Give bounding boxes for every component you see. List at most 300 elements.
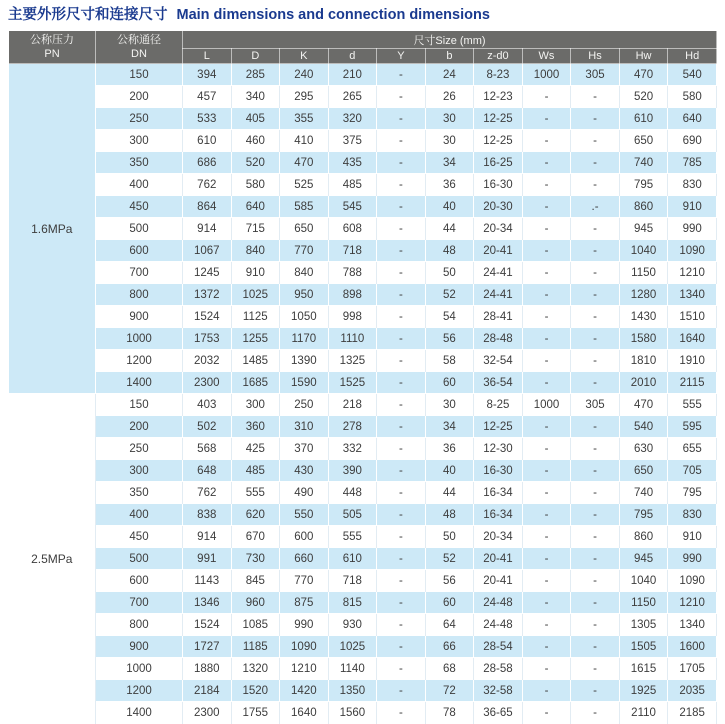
table-row-2.5MPa-dn150 [9, 394, 717, 416]
value-cell-z-d0: 20-30 [474, 196, 523, 218]
value-cell-K: 550 [280, 504, 329, 526]
header-size-group: 尺寸Size (mm) [183, 31, 717, 49]
value-cell-Ws: - [522, 240, 571, 262]
value-cell-Y: - [377, 460, 426, 482]
value-cell-b: 34 [425, 416, 474, 438]
value-cell-L: 1727 [183, 636, 232, 658]
value-cell-K: 490 [280, 482, 329, 504]
value-cell-D: 1025 [231, 284, 280, 306]
value-cell-b: 60 [425, 372, 474, 394]
value-cell-L: 686 [183, 152, 232, 174]
value-cell-Y: - [377, 614, 426, 636]
header-col-D: D [231, 49, 280, 64]
value-cell-Ws: - [522, 526, 571, 548]
value-cell-Ws: - [522, 548, 571, 570]
value-cell-D: 1520 [231, 680, 280, 702]
value-cell-L: 864 [183, 196, 232, 218]
value-cell-b: 48 [425, 240, 474, 262]
value-cell-Hs: - [571, 306, 620, 328]
value-cell-D: 1255 [231, 328, 280, 350]
value-cell-d: 555 [328, 526, 377, 548]
value-cell-Hd: 795 [668, 482, 717, 504]
value-cell-K: 240 [280, 64, 329, 86]
value-cell-d: 320 [328, 108, 377, 130]
value-cell-Hd: 540 [668, 64, 717, 86]
value-cell-b: 56 [425, 328, 474, 350]
value-cell-Hs: - [571, 636, 620, 658]
value-cell-K: 1170 [280, 328, 329, 350]
value-cell-b: 30 [425, 108, 474, 130]
value-cell-L: 2300 [183, 702, 232, 724]
value-cell-d: 1110 [328, 328, 377, 350]
dn-cell: 200 [96, 86, 183, 108]
value-cell-Hd: 580 [668, 86, 717, 108]
dn-cell: 350 [96, 152, 183, 174]
value-cell-Ws: - [522, 680, 571, 702]
value-cell-L: 2032 [183, 350, 232, 372]
value-cell-Hd: 830 [668, 504, 717, 526]
value-cell-L: 1524 [183, 614, 232, 636]
dn-cell: 700 [96, 262, 183, 284]
value-cell-z-d0: 12-30 [474, 438, 523, 460]
value-cell-D: 910 [231, 262, 280, 284]
value-cell-K: 770 [280, 570, 329, 592]
value-cell-Hw: 2010 [619, 372, 668, 394]
value-cell-z-d0: 36-65 [474, 702, 523, 724]
value-cell-d: 1350 [328, 680, 377, 702]
value-cell-D: 960 [231, 592, 280, 614]
header-col-Hw: Hw [619, 49, 668, 64]
value-cell-Ws: - [522, 108, 571, 130]
value-cell-Ws: - [522, 504, 571, 526]
header-pn-en: PN [44, 48, 60, 60]
value-cell-Hs: - [571, 614, 620, 636]
value-cell-K: 1640 [280, 702, 329, 724]
value-cell-Hs: - [571, 108, 620, 130]
value-cell-Hs: - [571, 174, 620, 196]
dn-cell: 200 [96, 416, 183, 438]
value-cell-L: 1143 [183, 570, 232, 592]
value-cell-Hs: - [571, 570, 620, 592]
dn-cell: 150 [96, 394, 183, 416]
value-cell-K: 585 [280, 196, 329, 218]
value-cell-Hd: 785 [668, 152, 717, 174]
value-cell-b: 56 [425, 570, 474, 592]
value-cell-D: 360 [231, 416, 280, 438]
value-cell-Hs: 305 [571, 394, 620, 416]
value-cell-b: 78 [425, 702, 474, 724]
value-cell-Hs: - [571, 218, 620, 240]
value-cell-L: 1346 [183, 592, 232, 614]
dn-cell: 500 [96, 548, 183, 570]
value-cell-z-d0: 20-41 [474, 240, 523, 262]
value-cell-Hw: 470 [619, 394, 668, 416]
value-cell-Y: - [377, 416, 426, 438]
value-cell-L: 1753 [183, 328, 232, 350]
dn-cell: 600 [96, 240, 183, 262]
value-cell-K: 990 [280, 614, 329, 636]
dn-cell: 900 [96, 306, 183, 328]
value-cell-Hw: 795 [619, 174, 668, 196]
value-cell-K: 600 [280, 526, 329, 548]
value-cell-d: 265 [328, 86, 377, 108]
value-cell-Y: - [377, 482, 426, 504]
value-cell-D: 620 [231, 504, 280, 526]
value-cell-Hd: 1340 [668, 284, 717, 306]
value-cell-Hd: 990 [668, 218, 717, 240]
value-cell-Hd: 1640 [668, 328, 717, 350]
value-cell-d: 278 [328, 416, 377, 438]
value-cell-Hw: 1040 [619, 570, 668, 592]
value-cell-b: 40 [425, 196, 474, 218]
value-cell-z-d0: 32-58 [474, 680, 523, 702]
value-cell-K: 840 [280, 262, 329, 284]
value-cell-L: 762 [183, 482, 232, 504]
value-cell-d: 718 [328, 570, 377, 592]
header-dn [96, 31, 183, 64]
value-cell-Hd: 690 [668, 130, 717, 152]
table-row-1.6MPa-dn600 [9, 240, 717, 262]
value-cell-z-d0: 16-34 [474, 482, 523, 504]
value-cell-Y: - [377, 658, 426, 680]
value-cell-Hw: 1505 [619, 636, 668, 658]
value-cell-Ws: - [522, 438, 571, 460]
value-cell-Ws: - [522, 350, 571, 372]
value-cell-Hd: 910 [668, 526, 717, 548]
page-title-zh: 主要外形尺寸和连接尺寸 [8, 7, 168, 23]
value-cell-Hs: - [571, 526, 620, 548]
value-cell-K: 1590 [280, 372, 329, 394]
value-cell-b: 54 [425, 306, 474, 328]
value-cell-Ws: - [522, 218, 571, 240]
value-cell-D: 845 [231, 570, 280, 592]
value-cell-K: 295 [280, 86, 329, 108]
value-cell-Hd: 1090 [668, 570, 717, 592]
table-row-1.6MPa-dn1000 [9, 328, 717, 350]
value-cell-b: 48 [425, 504, 474, 526]
value-cell-Y: - [377, 570, 426, 592]
value-cell-d: 1325 [328, 350, 377, 372]
page-title-en: Main dimensions and connection dimensions [176, 7, 490, 23]
value-cell-d: 485 [328, 174, 377, 196]
value-cell-Hw: 1150 [619, 262, 668, 284]
value-cell-b: 36 [425, 174, 474, 196]
value-cell-L: 533 [183, 108, 232, 130]
value-cell-d: 898 [328, 284, 377, 306]
value-cell-z-d0: 20-41 [474, 548, 523, 570]
value-cell-L: 1880 [183, 658, 232, 680]
table-row-2.5MPa-dn400 [9, 504, 717, 526]
value-cell-Y: - [377, 196, 426, 218]
header-row-top [9, 31, 717, 49]
value-cell-d: 1140 [328, 658, 377, 680]
value-cell-Y: - [377, 240, 426, 262]
value-cell-Hd: 1510 [668, 306, 717, 328]
value-cell-Hs: - [571, 482, 620, 504]
header-col-d: d [328, 49, 377, 64]
value-cell-D: 840 [231, 240, 280, 262]
value-cell-D: 285 [231, 64, 280, 86]
value-cell-Hs: - [571, 262, 620, 284]
dn-cell: 400 [96, 174, 183, 196]
value-cell-z-d0: 24-41 [474, 284, 523, 306]
value-cell-z-d0: 12-25 [474, 416, 523, 438]
dn-cell: 1400 [96, 372, 183, 394]
value-cell-b: 24 [425, 64, 474, 86]
value-cell-Hw: 1430 [619, 306, 668, 328]
value-cell-K: 525 [280, 174, 329, 196]
value-cell-Hw: 540 [619, 416, 668, 438]
value-cell-b: 44 [425, 218, 474, 240]
value-cell-K: 250 [280, 394, 329, 416]
value-cell-z-d0: 28-41 [474, 306, 523, 328]
table-header [9, 31, 717, 64]
value-cell-b: 64 [425, 614, 474, 636]
value-cell-Y: - [377, 592, 426, 614]
value-cell-Hs: - [571, 548, 620, 570]
value-cell-D: 640 [231, 196, 280, 218]
value-cell-b: 34 [425, 152, 474, 174]
value-cell-b: 72 [425, 680, 474, 702]
table-row-1.6MPa-dn150 [9, 64, 717, 86]
table-row-2.5MPa-dn1400 [9, 702, 717, 724]
value-cell-Hd: 910 [668, 196, 717, 218]
value-cell-L: 2184 [183, 680, 232, 702]
value-cell-Hs: - [571, 86, 620, 108]
value-cell-D: 1125 [231, 306, 280, 328]
value-cell-L: 2300 [183, 372, 232, 394]
value-cell-Y: - [377, 218, 426, 240]
value-cell-b: 52 [425, 548, 474, 570]
value-cell-z-d0: 28-48 [474, 328, 523, 350]
value-cell-D: 1485 [231, 350, 280, 372]
value-cell-Y: - [377, 636, 426, 658]
dn-cell: 250 [96, 438, 183, 460]
table-row-2.5MPa-dn600 [9, 570, 717, 592]
pn-group-cell: 2.5MPa [9, 394, 96, 724]
value-cell-d: 1525 [328, 372, 377, 394]
value-cell-D: 485 [231, 460, 280, 482]
value-cell-Ws: - [522, 152, 571, 174]
value-cell-Ws: - [522, 306, 571, 328]
value-cell-Hd: 2115 [668, 372, 717, 394]
value-cell-d: 435 [328, 152, 377, 174]
value-cell-z-d0: 20-41 [474, 570, 523, 592]
value-cell-Hw: 1280 [619, 284, 668, 306]
value-cell-d: 930 [328, 614, 377, 636]
value-cell-Y: - [377, 702, 426, 724]
value-cell-K: 430 [280, 460, 329, 482]
value-cell-Hw: 740 [619, 152, 668, 174]
header-col-L: L [183, 49, 232, 64]
value-cell-b: 44 [425, 482, 474, 504]
value-cell-Y: - [377, 152, 426, 174]
value-cell-Ws: - [522, 416, 571, 438]
dn-cell: 300 [96, 460, 183, 482]
value-cell-Hs: - [571, 328, 620, 350]
page-title [8, 6, 717, 24]
value-cell-Y: - [377, 130, 426, 152]
value-cell-Hw: 520 [619, 86, 668, 108]
value-cell-z-d0: 8-25 [474, 394, 523, 416]
value-cell-Hw: 2110 [619, 702, 668, 724]
table-row-1.6MPa-dn400 [9, 174, 717, 196]
value-cell-K: 660 [280, 548, 329, 570]
table-body [9, 64, 717, 724]
dn-cell: 300 [96, 130, 183, 152]
value-cell-Hd: 595 [668, 416, 717, 438]
value-cell-K: 310 [280, 416, 329, 438]
value-cell-Hs: - [571, 130, 620, 152]
dn-cell: 450 [96, 196, 183, 218]
value-cell-b: 40 [425, 460, 474, 482]
value-cell-Hs: - [571, 284, 620, 306]
value-cell-K: 470 [280, 152, 329, 174]
value-cell-D: 580 [231, 174, 280, 196]
value-cell-D: 1085 [231, 614, 280, 636]
value-cell-d: 815 [328, 592, 377, 614]
dn-cell: 450 [96, 526, 183, 548]
value-cell-z-d0: 36-54 [474, 372, 523, 394]
value-cell-d: 788 [328, 262, 377, 284]
value-cell-Hw: 795 [619, 504, 668, 526]
value-cell-Hw: 1040 [619, 240, 668, 262]
value-cell-Hd: 555 [668, 394, 717, 416]
table-row-1.6MPa-dn800 [9, 284, 717, 306]
value-cell-Hw: 1810 [619, 350, 668, 372]
value-cell-Hd: 640 [668, 108, 717, 130]
value-cell-Hs: .- [571, 196, 620, 218]
value-cell-Y: - [377, 174, 426, 196]
value-cell-Hd: 1600 [668, 636, 717, 658]
value-cell-Hw: 1580 [619, 328, 668, 350]
value-cell-L: 991 [183, 548, 232, 570]
value-cell-L: 1067 [183, 240, 232, 262]
value-cell-Y: - [377, 262, 426, 284]
value-cell-D: 670 [231, 526, 280, 548]
dn-cell: 600 [96, 570, 183, 592]
value-cell-L: 457 [183, 86, 232, 108]
value-cell-Hs: - [571, 592, 620, 614]
value-cell-Y: - [377, 328, 426, 350]
value-cell-b: 26 [425, 86, 474, 108]
value-cell-Hw: 1305 [619, 614, 668, 636]
value-cell-Y: - [377, 350, 426, 372]
table-row-2.5MPa-dn700 [9, 592, 717, 614]
header-col-Y: Y [377, 49, 426, 64]
dn-cell: 150 [96, 64, 183, 86]
value-cell-Ws: - [522, 174, 571, 196]
value-cell-Hd: 990 [668, 548, 717, 570]
table-row-2.5MPa-dn300 [9, 460, 717, 482]
value-cell-Y: - [377, 372, 426, 394]
value-cell-Hw: 1925 [619, 680, 668, 702]
value-cell-K: 1210 [280, 658, 329, 680]
value-cell-Hs: - [571, 460, 620, 482]
dn-cell: 700 [96, 592, 183, 614]
value-cell-Y: - [377, 306, 426, 328]
table-row-2.5MPa-dn200 [9, 416, 717, 438]
value-cell-Hs: - [571, 152, 620, 174]
value-cell-Ws: - [522, 262, 571, 284]
value-cell-Ws: - [522, 460, 571, 482]
value-cell-K: 355 [280, 108, 329, 130]
value-cell-z-d0: 16-30 [474, 174, 523, 196]
value-cell-Hd: 1090 [668, 240, 717, 262]
value-cell-Ws: - [522, 636, 571, 658]
value-cell-K: 950 [280, 284, 329, 306]
value-cell-d: 998 [328, 306, 377, 328]
header-col-K: K [280, 49, 329, 64]
value-cell-d: 1560 [328, 702, 377, 724]
value-cell-b: 50 [425, 262, 474, 284]
value-cell-z-d0: 24-48 [474, 592, 523, 614]
value-cell-L: 648 [183, 460, 232, 482]
value-cell-Ws: - [522, 570, 571, 592]
value-cell-Hd: 830 [668, 174, 717, 196]
value-cell-d: 608 [328, 218, 377, 240]
header-dn-en: DN [131, 48, 147, 60]
value-cell-Ws: - [522, 658, 571, 680]
value-cell-b: 52 [425, 284, 474, 306]
value-cell-Hd: 1705 [668, 658, 717, 680]
value-cell-L: 1245 [183, 262, 232, 284]
value-cell-L: 838 [183, 504, 232, 526]
value-cell-Y: - [377, 64, 426, 86]
header-col-Ws: Ws [522, 49, 571, 64]
value-cell-z-d0: 12-23 [474, 86, 523, 108]
table-row-1.6MPa-dn450 [9, 196, 717, 218]
value-cell-Ws: - [522, 86, 571, 108]
value-cell-b: 36 [425, 438, 474, 460]
value-cell-z-d0: 16-30 [474, 460, 523, 482]
value-cell-L: 914 [183, 218, 232, 240]
value-cell-z-d0: 12-25 [474, 130, 523, 152]
dn-cell: 1200 [96, 350, 183, 372]
dimensions-table [8, 30, 717, 724]
value-cell-K: 1420 [280, 680, 329, 702]
table-row-2.5MPa-dn1200 [9, 680, 717, 702]
value-cell-z-d0: 12-25 [474, 108, 523, 130]
table-row-2.5MPa-dn800 [9, 614, 717, 636]
value-cell-Hs: - [571, 438, 620, 460]
value-cell-Hw: 610 [619, 108, 668, 130]
value-cell-z-d0: 32-54 [474, 350, 523, 372]
header-col-Hd: Hd [668, 49, 717, 64]
value-cell-D: 520 [231, 152, 280, 174]
value-cell-Ws: - [522, 284, 571, 306]
value-cell-Hs: - [571, 658, 620, 680]
value-cell-D: 425 [231, 438, 280, 460]
value-cell-K: 770 [280, 240, 329, 262]
value-cell-D: 460 [231, 130, 280, 152]
value-cell-K: 650 [280, 218, 329, 240]
value-cell-K: 1090 [280, 636, 329, 658]
table-row-1.6MPa-dn300 [9, 130, 717, 152]
value-cell-L: 568 [183, 438, 232, 460]
value-cell-Hs: - [571, 702, 620, 724]
value-cell-b: 30 [425, 130, 474, 152]
value-cell-L: 1372 [183, 284, 232, 306]
value-cell-Ws: 1000 [522, 394, 571, 416]
table-row-1.6MPa-dn500 [9, 218, 717, 240]
value-cell-z-d0: 24-48 [474, 614, 523, 636]
value-cell-Hd: 1210 [668, 262, 717, 284]
dn-cell: 1400 [96, 702, 183, 724]
value-cell-d: 375 [328, 130, 377, 152]
value-cell-Hs: - [571, 504, 620, 526]
dn-cell: 1000 [96, 328, 183, 350]
